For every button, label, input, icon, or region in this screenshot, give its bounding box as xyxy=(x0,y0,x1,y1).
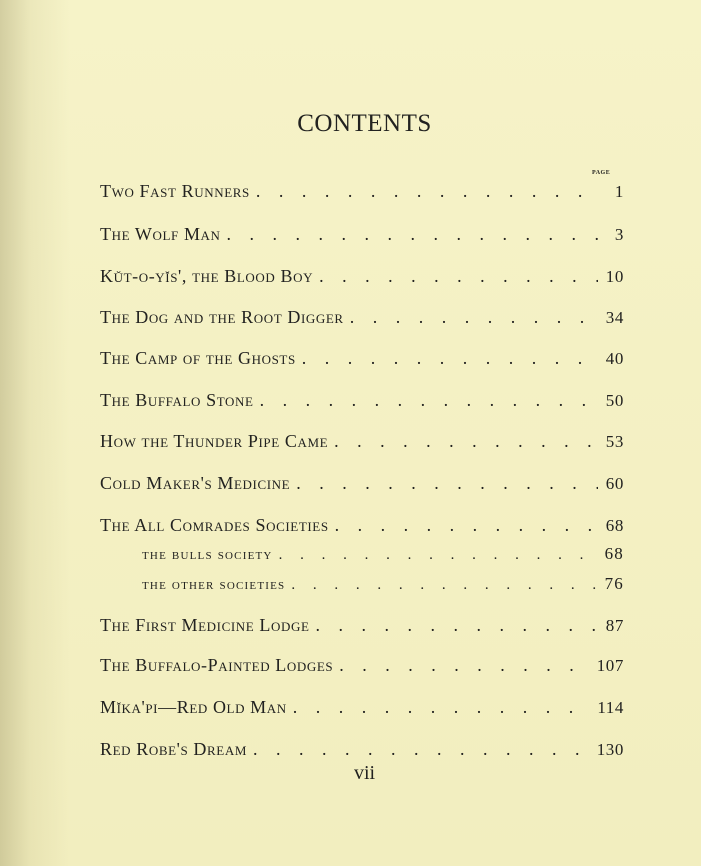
toc-entry xyxy=(100,697,624,721)
dot-leader xyxy=(335,515,598,536)
contents-heading: CONTENTS xyxy=(297,110,432,137)
toc-entry-title: Mĭka'pi—Red Old Man xyxy=(100,697,287,717)
toc-entry-page: 1 xyxy=(614,182,624,201)
dot-leader xyxy=(302,348,598,369)
toc-entry xyxy=(100,266,624,290)
dot-leader xyxy=(279,547,598,564)
toc-entry-title: The All Comrades Societies xyxy=(100,515,329,535)
dot-leader xyxy=(334,431,598,452)
toc-entry-page: 130 xyxy=(596,740,624,759)
toc-entry xyxy=(100,473,624,497)
toc-entry-title: Cold Maker's Medicine xyxy=(100,473,291,493)
toc-entry-page: 3 xyxy=(614,225,624,244)
toc-entry-page: 107 xyxy=(596,656,624,675)
page-column-label: page xyxy=(592,166,611,176)
toc-entry-page: 68 xyxy=(605,516,624,535)
toc-entry-page: 60 xyxy=(605,474,624,493)
dot-leader xyxy=(293,697,592,718)
toc-entry-page: 50 xyxy=(605,391,624,410)
toc-entry-title: The Buffalo-Painted Lodges xyxy=(100,655,334,675)
page-folio: vii xyxy=(353,762,376,784)
dot-leader xyxy=(291,577,598,594)
toc-entry-title: Red Robe's Dream xyxy=(100,739,247,759)
toc-entry xyxy=(100,390,624,414)
toc-subentry xyxy=(142,544,624,568)
toc-entry-title: Kŭt-o-yĭs', the Blood Boy xyxy=(100,266,314,286)
dot-leader xyxy=(253,739,591,760)
toc-subentry xyxy=(142,574,624,598)
toc-subentry-title: the bulls society xyxy=(142,547,273,563)
toc-entry xyxy=(100,348,624,372)
dot-leader xyxy=(296,473,598,494)
dot-leader xyxy=(227,224,598,245)
toc-entry-page: 40 xyxy=(605,349,624,368)
toc-entry xyxy=(100,307,624,331)
dot-leader xyxy=(260,390,598,411)
toc-entry-title: Two Fast Runners xyxy=(100,181,250,201)
toc-entry-title: The Wolf Man xyxy=(100,224,221,244)
toc-entry-page: 114 xyxy=(597,698,624,717)
toc-entry xyxy=(100,431,624,455)
dot-leader xyxy=(319,266,598,287)
toc-entry-page: 53 xyxy=(605,432,624,451)
toc-entry xyxy=(100,181,624,205)
toc-subentry-page: 68 xyxy=(604,544,624,563)
toc-entry-page: 34 xyxy=(605,308,624,327)
toc-subentry-title: the other societies xyxy=(142,577,286,593)
dot-leader xyxy=(350,307,598,328)
toc-entry-title: The Buffalo Stone xyxy=(100,390,254,410)
dot-leader xyxy=(316,615,599,636)
toc-entry xyxy=(100,655,624,679)
toc-entry xyxy=(100,515,624,539)
toc-entry-title: The Camp of the Ghosts xyxy=(100,348,296,368)
toc-entry xyxy=(100,224,624,248)
toc-subentry-page: 76 xyxy=(604,574,624,593)
toc-entry-title: How the Thunder Pipe Came xyxy=(100,431,329,451)
toc-entry xyxy=(100,615,624,639)
toc-entry xyxy=(100,739,624,763)
toc-entry-page: 87 xyxy=(605,616,624,635)
toc-entry-title: The First Medicine Lodge xyxy=(100,615,310,635)
dot-leader xyxy=(256,181,598,202)
toc-entry-page: 10 xyxy=(605,267,624,286)
dot-leader xyxy=(339,655,590,676)
toc-entry-title: The Dog and the Root Digger xyxy=(100,307,344,327)
